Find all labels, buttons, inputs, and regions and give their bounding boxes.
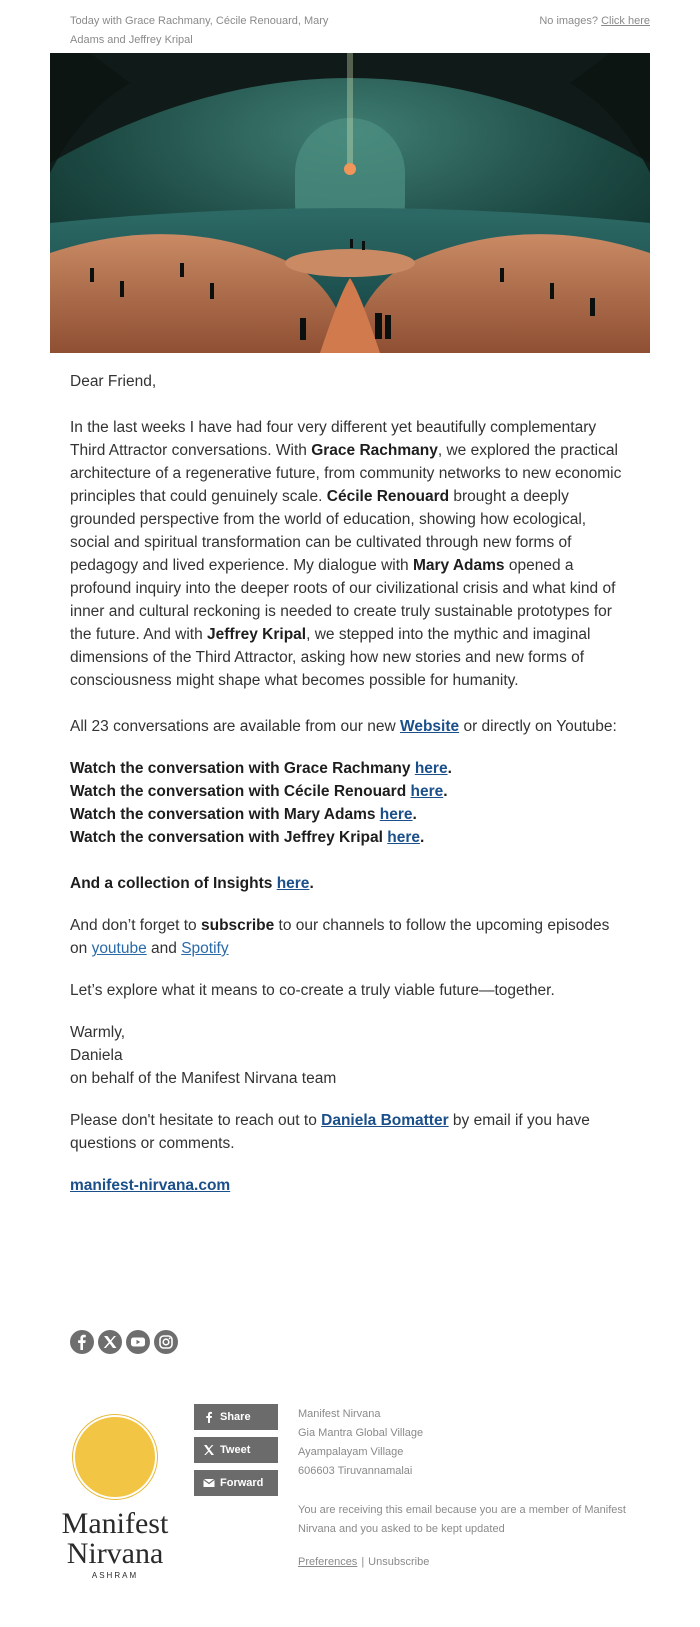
watch-cecile-link[interactable]: here (410, 783, 444, 800)
email-footer (0, 1400, 700, 1627)
spotify-link[interactable]: Spotify (181, 940, 229, 957)
x-icon[interactable] (98, 1330, 122, 1354)
subscribe-text: to our channels to follow the upcoming episodes on (70, 917, 610, 957)
intro-text: , we explored the practical architecture of a regenerative future, from community networks to new economic principles that could genuinely scale. (70, 442, 622, 505)
signoff-name: Daniela (70, 1047, 123, 1064)
manifest-nirvana-logo (55, 1410, 175, 1580)
intro-text: In the last weeks I have had four very different yet beautifully complementary Third Attractor conversations. With (70, 419, 597, 459)
insights-text: And a collection of Insights (70, 875, 277, 892)
watch-grace-link[interactable]: here (414, 760, 448, 777)
watch-item-grace (70, 757, 630, 780)
guest-name-mary: Mary Adams (412, 557, 505, 574)
available-text: or directly on Youtube: (459, 718, 617, 735)
subscribe-text: and (146, 940, 182, 957)
tweet-label: Tweet (220, 1444, 251, 1456)
greeting: Dear Friend, (70, 373, 157, 390)
insights-paragraph (70, 872, 630, 895)
forward-label: Forward (220, 1477, 264, 1489)
daniela-email-link[interactable]: Daniela Bomatter (321, 1112, 449, 1129)
watch-text: Watch the conversation with Mary Adams (70, 806, 380, 823)
unsubscribe-link[interactable]: Unsubscribe (368, 1556, 430, 1568)
signoff-team: on behalf of the Manifest Nirvana team (70, 1070, 337, 1087)
contact-text: by email if you have questions or comments. (70, 1112, 590, 1152)
membership-notice: You are receiving this email because you are a member of Manifest Nirvana and you asked to be kept updated (298, 1504, 626, 1535)
subscribe-text: And don’t forget to (70, 917, 201, 934)
contact-text: Please don't hesitate to reach out to (70, 1112, 322, 1129)
watch-text: Watch the conversation with Grace Rachmany (70, 760, 415, 777)
facebook-icon[interactable] (70, 1330, 94, 1354)
footer-address-block (298, 1405, 648, 1572)
period: . (447, 760, 452, 777)
available-paragraph (70, 715, 630, 738)
footer-links (298, 1553, 648, 1572)
intro-text: , we stepped into the mythic and imaginal dimensions of the Third Attractor, asking how new stories and new forms of consciousness might shape what becomes possible for humanity. (70, 626, 591, 689)
available-text: All 23 conversations are available from our new (70, 718, 400, 735)
intro-text: brought a deeply grounded perspective from the world of education, showing how ecological, social and spiritual transformation can be cultivated through new forms of pedagogy and lived experience. My dialogue with (70, 488, 587, 574)
envelope-icon (203, 1477, 215, 1489)
share-buttons (194, 1404, 278, 1503)
social-icons (70, 1330, 182, 1356)
watch-mary-link[interactable]: here (379, 806, 413, 823)
email-top-bar (70, 12, 650, 48)
period: . (420, 829, 425, 846)
site-paragraph (70, 1174, 630, 1197)
logo-line1: Manifest (61, 1507, 169, 1540)
tweet-button[interactable] (194, 1437, 278, 1463)
logo-line2: Nirvana (66, 1537, 164, 1570)
no-images-label: No images? (539, 15, 599, 27)
subscribe-paragraph (70, 914, 630, 960)
logo-sun-circle (73, 1415, 157, 1499)
youtube-icon[interactable] (126, 1330, 150, 1354)
share-label: Share (220, 1411, 251, 1423)
share-button[interactable] (194, 1404, 278, 1430)
guest-name-cecile: Cécile Renouard (326, 488, 450, 505)
logo-sub: ASHRAM (91, 1571, 139, 1580)
facebook-icon (203, 1411, 215, 1423)
explore-paragraph: Let’s explore what it means to co-create a truly viable future—together. (70, 982, 555, 999)
address-line: Ayampalayam Village (298, 1446, 404, 1458)
signoff (70, 1021, 630, 1090)
hero-image (50, 53, 650, 353)
period: . (412, 806, 417, 823)
guest-name-grace: Grace Rachmany (311, 442, 438, 459)
separator: | (361, 1556, 365, 1568)
website-link[interactable]: Website (399, 718, 460, 735)
watch-jeffrey-link[interactable]: here (387, 829, 420, 846)
no-images-notice (539, 12, 650, 31)
watch-list (70, 757, 630, 849)
watch-text: Watch the conversation with Jeffrey Kripal (70, 829, 388, 846)
guest-name-jeffrey: Jeffrey Kripal (207, 626, 307, 643)
period: . (309, 875, 314, 892)
address-line: 606603 Tiruvannamalai (298, 1465, 413, 1477)
address-line: Gia Mantra Global Village (298, 1427, 424, 1439)
subscribe-bold: subscribe (200, 917, 275, 934)
site-link[interactable]: manifest-nirvana.com (70, 1177, 231, 1194)
signoff-warmly: Warmly, (70, 1024, 126, 1041)
click-here-link[interactable]: Click here (601, 15, 650, 27)
watch-item-jeffrey (70, 826, 630, 849)
youtube-link[interactable]: youtube (91, 940, 147, 957)
insights-link[interactable]: here (276, 875, 310, 892)
address-line: Manifest Nirvana (298, 1408, 381, 1420)
watch-item-mary (70, 803, 630, 826)
intro-text: opened a profound inquiry into the deeper roots of our civilizational crisis and what kind of inner and cultural reckoning is needed to create truly sustainable prototypes for the future. And with (70, 557, 616, 643)
preheader-text: Today with Grace Rachmany, Cécile Renouard, Mary Adams and Jeffrey Kripal (70, 15, 329, 46)
email-body (70, 370, 630, 1197)
contact-paragraph (70, 1109, 630, 1155)
watch-text: Watch the conversation with Cécile Renouard (70, 783, 411, 800)
period: . (443, 783, 448, 800)
instagram-icon[interactable] (154, 1330, 178, 1354)
x-icon (203, 1444, 215, 1456)
watch-item-cecile (70, 780, 630, 803)
preferences-link[interactable]: Preferences (298, 1556, 358, 1568)
forward-button[interactable] (194, 1470, 278, 1496)
intro-paragraph (70, 416, 630, 692)
